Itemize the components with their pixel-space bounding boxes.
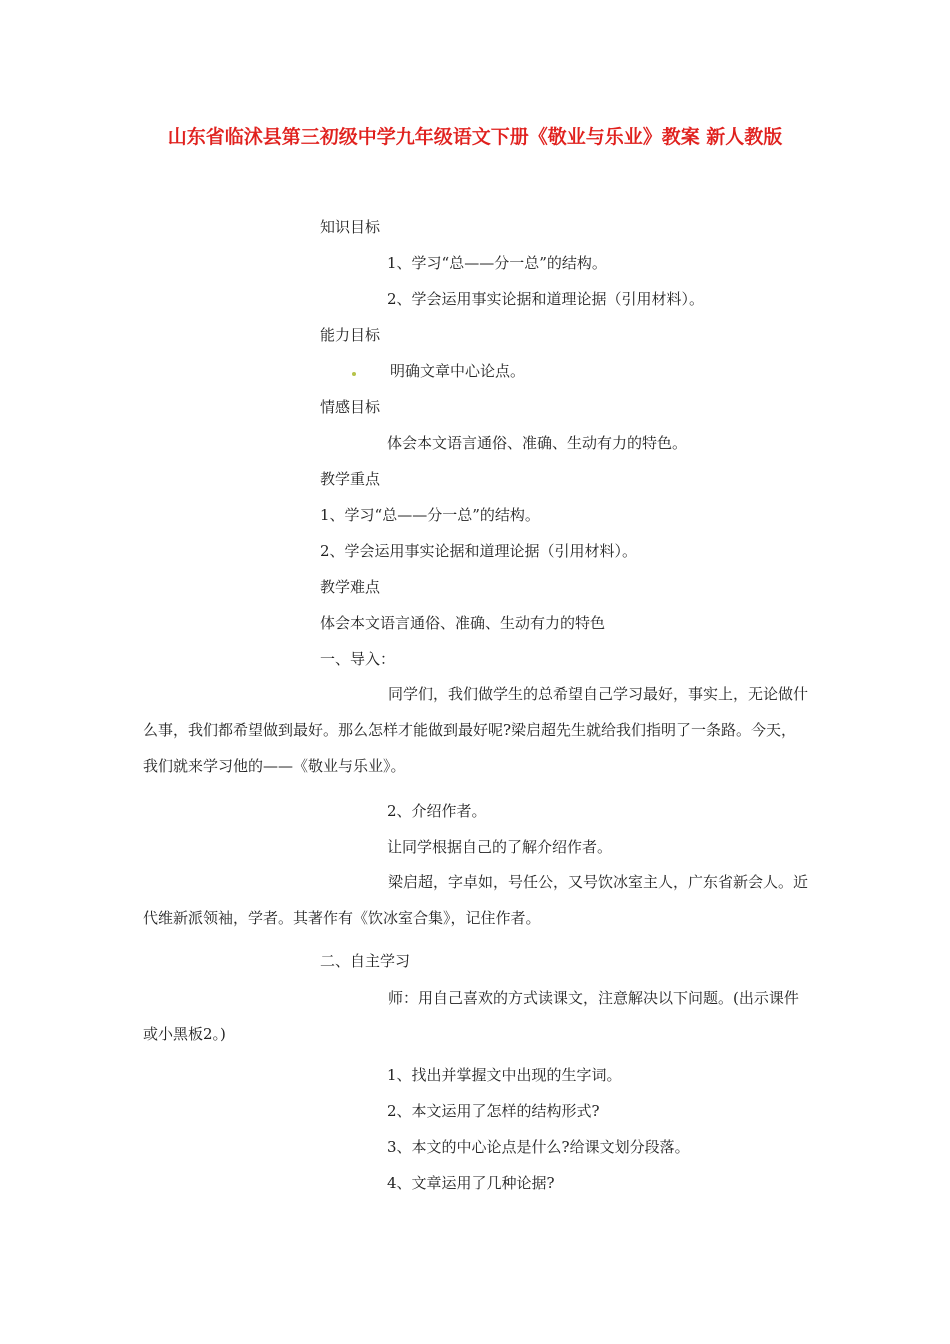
question-4: 4、文章运用了几种论据? (387, 1174, 555, 1192)
knowledge-objective-1: 1、学习“总——分一总”的结构。 (387, 254, 607, 272)
emotion-objectives-heading: 情感目标 (320, 398, 381, 416)
document-title: 山东省临沭县第三初级中学九年级语文下册《敬业与乐业》教案 新人教版 (167, 126, 783, 148)
self-study-heading: 二、自主学习 (320, 952, 411, 970)
bullet-dot (352, 372, 356, 376)
question-3: 3、本文的中心论点是什么?给课文划分段落。 (387, 1138, 690, 1156)
question-2: 2、本文运用了怎样的结构形式? (387, 1102, 600, 1120)
author-instruction: 让同学根据自己的了解介绍作者。 (387, 838, 613, 856)
ability-objective-1: 明确文章中心论点。 (390, 362, 526, 380)
author-heading: 2、介绍作者。 (387, 802, 487, 820)
ability-objectives-heading: 能力目标 (320, 326, 381, 344)
knowledge-objectives-heading: 知识目标 (320, 218, 381, 236)
emotion-objective-1: 体会本文语言通俗、准确、生动有力的特色。 (387, 434, 688, 452)
key-points-heading: 教学重点 (320, 470, 381, 488)
author-paragraph: 梁启超，字卓如，号任公，又号饮冰室主人，广东省新会人。近代维新派领袖，学者。其著作有《饮冰室合集》，记住作者。 (143, 873, 809, 927)
key-point-2: 2、学会运用事实论据和道理论据（引用材料）。 (320, 542, 638, 560)
intro-heading: 一、导入： (320, 650, 396, 668)
difficulty-1: 体会本文语言通俗、准确、生动有力的特色 (320, 614, 606, 632)
teacher-paragraph: 师：用自己喜欢的方式读课文，注意解决以下问题。(出示课件或小黑板2。) (143, 989, 799, 1043)
difficulty-heading: 教学难点 (320, 578, 381, 596)
intro-paragraph: 同学们，我们做学生的总希望自己学习最好，事实上，无论做什么事，我们都希望做到最好。那么怎样才能做到最好呢?梁启超先生就给我们指明了一条路。今天，我们就来学习他的——《敬业与乐业》。 (143, 685, 809, 775)
question-1: 1、找出并掌握文中出现的生字词。 (387, 1066, 622, 1084)
knowledge-objective-2: 2、学会运用事实论据和道理论据（引用材料）。 (387, 290, 705, 308)
key-point-1: 1、学习“总——分一总”的结构。 (320, 506, 540, 524)
